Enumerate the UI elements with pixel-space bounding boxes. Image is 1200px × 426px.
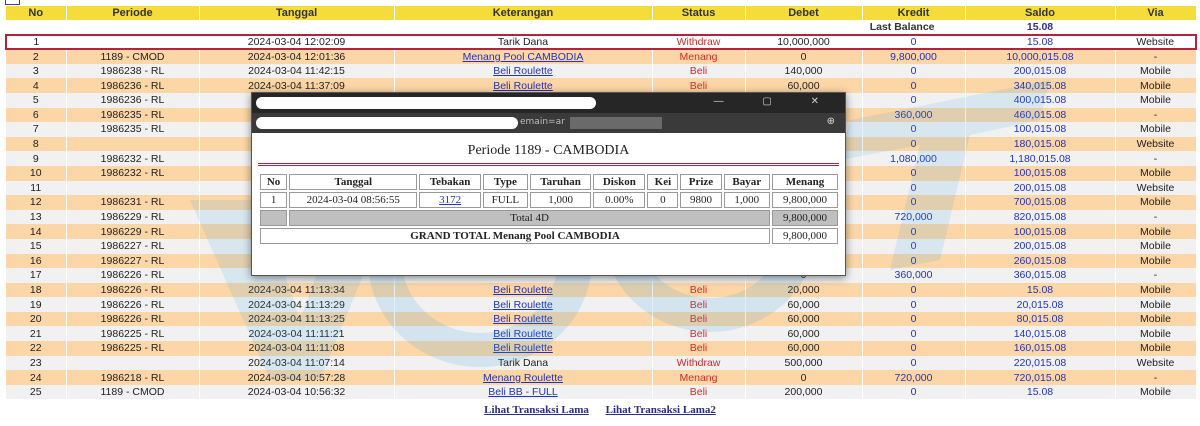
last-balance-label: Last Balance bbox=[745, 20, 965, 35]
row-via: - bbox=[1115, 210, 1196, 225]
detail-bayar: 1,000 bbox=[724, 192, 771, 208]
row-debet: 0 bbox=[745, 370, 862, 385]
popup-window bbox=[251, 92, 846, 276]
row-via: Mobile bbox=[1115, 195, 1196, 210]
col-header-kredit: Kredit bbox=[862, 6, 965, 20]
row-keterangan: Tarik Dana bbox=[394, 356, 652, 371]
row-status: Beli bbox=[652, 297, 745, 312]
detail-type: FULL bbox=[483, 192, 528, 208]
row-no: 5 bbox=[6, 93, 66, 108]
footer-links bbox=[0, 404, 1200, 416]
row-tanggal: 2024-03-04 11:13:29 bbox=[199, 297, 394, 312]
row-saldo: 360,015.08 bbox=[965, 268, 1115, 283]
row-no: 8 bbox=[6, 137, 66, 152]
row-no: 25 bbox=[6, 385, 66, 400]
row-via: Website bbox=[1115, 137, 1196, 152]
window-controls[interactable]: — ▢ ✕ bbox=[713, 96, 837, 107]
row-no: 4 bbox=[6, 78, 66, 93]
row-saldo: 1,180,015.08 bbox=[965, 151, 1115, 166]
table-row bbox=[6, 312, 1196, 327]
row-via: Mobile bbox=[1115, 385, 1196, 400]
row-saldo: 100,015.08 bbox=[965, 122, 1115, 137]
row-saldo: 400,015.08 bbox=[965, 93, 1115, 108]
col-header-tanggal: Tanggal bbox=[199, 6, 394, 20]
row-keterangan[interactable]: Beli Roulette bbox=[394, 312, 652, 327]
row-periode: 1986238 - RL bbox=[66, 64, 199, 79]
row-no: 23 bbox=[6, 356, 66, 371]
row-via: Mobile bbox=[1115, 283, 1196, 298]
row-kredit: 9,800,000 bbox=[862, 49, 965, 64]
row-periode: 1189 - CMOD bbox=[66, 49, 199, 64]
row-periode bbox=[66, 181, 199, 196]
row-periode: 1986232 - RL bbox=[66, 166, 199, 181]
row-via: Mobile bbox=[1115, 312, 1196, 327]
detail-header-no: No bbox=[260, 174, 287, 190]
detail-taruhan: 1,000 bbox=[530, 192, 592, 208]
detail-total-label: Total 4D bbox=[289, 210, 770, 226]
last-balance-row bbox=[6, 20, 1196, 35]
row-no: 24 bbox=[6, 370, 66, 385]
row-tanggal: 2024-03-04 10:57:28 bbox=[199, 370, 394, 385]
row-kredit: 0 bbox=[862, 239, 965, 254]
row-saldo: 700,015.08 bbox=[965, 195, 1115, 210]
detail-header-taruhan: Taruhan bbox=[530, 174, 592, 190]
row-no: 16 bbox=[6, 254, 66, 269]
row-kredit: 360,000 bbox=[862, 108, 965, 123]
detail-grand-total-row bbox=[260, 228, 838, 244]
row-periode: 1986227 - RL bbox=[66, 254, 199, 269]
row-via: - bbox=[1115, 370, 1196, 385]
row-via: Mobile bbox=[1115, 166, 1196, 181]
row-saldo: 15.08 bbox=[965, 385, 1115, 400]
row-debet: 200,000 bbox=[745, 385, 862, 400]
row-no: 2 bbox=[6, 49, 66, 64]
row-tanggal: 2024-03-04 12:01:36 bbox=[199, 49, 394, 64]
row-kredit: 720,000 bbox=[862, 370, 965, 385]
row-tanggal: 2024-03-04 11:13:25 bbox=[199, 312, 394, 327]
row-via: Mobile bbox=[1115, 254, 1196, 269]
row-keterangan[interactable]: Beli Roulette bbox=[394, 283, 652, 298]
row-tanggal: 2024-03-04 11:37:09 bbox=[199, 78, 394, 93]
row-keterangan[interactable]: Beli Roulette bbox=[394, 341, 652, 356]
row-periode: 1986231 - RL bbox=[66, 195, 199, 210]
row-via: Mobile bbox=[1115, 341, 1196, 356]
row-via: Mobile bbox=[1115, 122, 1196, 137]
table-row bbox=[6, 341, 1196, 356]
detail-no: 1 bbox=[260, 192, 287, 208]
row-periode: 1986232 - RL bbox=[66, 151, 199, 166]
row-kredit: 1,080,000 bbox=[862, 151, 965, 166]
row-no: 7 bbox=[6, 122, 66, 137]
row-no: 20 bbox=[6, 312, 66, 327]
row-periode: 1986226 - RL bbox=[66, 268, 199, 283]
row-no: 22 bbox=[6, 341, 66, 356]
table-row bbox=[6, 35, 1196, 50]
row-status: Beli bbox=[652, 312, 745, 327]
row-tanggal: 2024-03-04 11:42:15 bbox=[199, 64, 394, 79]
row-saldo: 100,015.08 bbox=[965, 166, 1115, 181]
row-saldo: 100,015.08 bbox=[965, 224, 1115, 239]
col-header-periode: Periode bbox=[66, 6, 199, 20]
row-saldo: 10,000,015.08 bbox=[965, 49, 1115, 64]
row-periode bbox=[66, 137, 199, 152]
row-status: Beli bbox=[652, 283, 745, 298]
row-via: Mobile bbox=[1115, 239, 1196, 254]
row-saldo: 80,015.08 bbox=[965, 312, 1115, 327]
row-via: Website bbox=[1115, 181, 1196, 196]
row-tanggal: 2024-03-04 11:11:21 bbox=[199, 326, 394, 341]
table-header-row bbox=[6, 6, 1196, 20]
detail-header-kei: Kei bbox=[647, 174, 678, 190]
row-tanggal: 2024-03-04 11:07:14 bbox=[199, 356, 394, 371]
detail-tanggal: 2024-03-04 08:56:55 bbox=[289, 192, 417, 208]
detail-header-type: Type bbox=[483, 174, 528, 190]
row-saldo: 160,015.08 bbox=[965, 341, 1115, 356]
row-debet: 60,000 bbox=[745, 297, 862, 312]
row-periode: 1986236 - RL bbox=[66, 78, 199, 93]
row-debet: 60,000 bbox=[745, 341, 862, 356]
popup-address-bar bbox=[252, 113, 845, 133]
popup-titlebar bbox=[252, 93, 845, 113]
row-no: 18 bbox=[6, 283, 66, 298]
row-status: Withdraw bbox=[652, 35, 745, 50]
detail-header-bayar: Bayar bbox=[724, 174, 771, 190]
row-kredit: 0 bbox=[862, 64, 965, 79]
row-no: 13 bbox=[6, 210, 66, 225]
row-via: Website bbox=[1115, 356, 1196, 371]
row-saldo: 220,015.08 bbox=[965, 356, 1115, 371]
row-kredit: 0 bbox=[862, 224, 965, 239]
detail-header-row bbox=[260, 174, 838, 190]
row-kredit: 0 bbox=[862, 166, 965, 181]
row-saldo: 720,015.08 bbox=[965, 370, 1115, 385]
row-saldo: 200,015.08 bbox=[965, 239, 1115, 254]
row-periode: 1986226 - RL bbox=[66, 297, 199, 312]
detail-grand-total-value: 9,800,000 bbox=[772, 228, 838, 244]
row-keterangan[interactable]: Beli Roulette bbox=[394, 297, 652, 312]
detail-header-diskon: Diskon bbox=[593, 174, 645, 190]
row-debet: 0 bbox=[745, 49, 862, 64]
row-via: - bbox=[1115, 151, 1196, 166]
detail-header-tanggal: Tanggal bbox=[289, 174, 417, 190]
row-status: Withdraw bbox=[652, 356, 745, 371]
row-periode: 1189 - CMOD bbox=[66, 385, 199, 400]
row-kredit: 0 bbox=[862, 356, 965, 371]
row-kredit: 0 bbox=[862, 297, 965, 312]
row-via: Mobile bbox=[1115, 64, 1196, 79]
row-keterangan[interactable]: Menang Roulette bbox=[394, 370, 652, 385]
row-keterangan[interactable]: Beli BB - FULL bbox=[394, 385, 652, 400]
row-saldo: 200,015.08 bbox=[965, 181, 1115, 196]
row-saldo: 20,015.08 bbox=[965, 297, 1115, 312]
redacted-url bbox=[256, 117, 518, 129]
row-no: 21 bbox=[6, 326, 66, 341]
link-lihat-transaksi-lama2[interactable]: Lihat Transaksi Lama2 bbox=[605, 404, 716, 416]
row-periode bbox=[66, 356, 199, 371]
detail-header-prize: Prize bbox=[680, 174, 721, 190]
row-via: Mobile bbox=[1115, 326, 1196, 341]
row-debet: 500,000 bbox=[745, 356, 862, 371]
table-row bbox=[6, 78, 1196, 93]
detail-diskon: 0.00% bbox=[593, 192, 645, 208]
detail-header-menang: Menang bbox=[772, 174, 838, 190]
row-via: Mobile bbox=[1115, 78, 1196, 93]
row-via: Mobile bbox=[1115, 93, 1196, 108]
address-text: emain=ar bbox=[520, 117, 565, 127]
row-debet: 140,000 bbox=[745, 64, 862, 79]
popup-title: Periode 1189 - CAMBODIA bbox=[467, 143, 630, 158]
col-header-via: Via bbox=[1115, 6, 1196, 20]
row-no: 10 bbox=[6, 166, 66, 181]
row-periode: 1986227 - RL bbox=[66, 239, 199, 254]
popup-divider bbox=[258, 163, 839, 166]
row-via: - bbox=[1115, 268, 1196, 283]
row-keterangan[interactable]: Beli Roulette bbox=[394, 326, 652, 341]
detail-total-value: 9,800,000 bbox=[772, 210, 838, 226]
row-no: 1 bbox=[6, 35, 66, 50]
row-status: Beli bbox=[652, 385, 745, 400]
table-row bbox=[6, 326, 1196, 341]
redacted-title-bar bbox=[256, 97, 596, 109]
row-status: Menang bbox=[652, 370, 745, 385]
row-debet: 60,000 bbox=[745, 326, 862, 341]
row-status: Beli bbox=[652, 326, 745, 341]
table-row bbox=[6, 283, 1196, 298]
col-header-status: Status bbox=[652, 6, 745, 20]
row-kredit: 0 bbox=[862, 326, 965, 341]
row-saldo: 140,015.08 bbox=[965, 326, 1115, 341]
row-no: 19 bbox=[6, 297, 66, 312]
row-debet: 60,000 bbox=[745, 312, 862, 327]
row-kredit: 0 bbox=[862, 385, 965, 400]
zoom-icon[interactable]: ⊕ bbox=[826, 116, 835, 127]
last-balance-value: 15.08 bbox=[965, 20, 1115, 35]
row-periode: 1986218 - RL bbox=[66, 370, 199, 385]
corner-marker bbox=[5, 0, 20, 5]
row-no: 14 bbox=[6, 224, 66, 239]
row-via: - bbox=[1115, 108, 1196, 123]
row-tanggal: 2024-03-04 11:13:34 bbox=[199, 283, 394, 298]
row-kredit: 0 bbox=[862, 195, 965, 210]
row-via: Mobile bbox=[1115, 224, 1196, 239]
col-header-debet: Debet bbox=[745, 6, 862, 20]
detail-prize: 9800 bbox=[680, 192, 721, 208]
row-periode: 1986226 - RL bbox=[66, 283, 199, 298]
col-header-no: No bbox=[6, 6, 66, 20]
col-header-keterangan: Keterangan bbox=[394, 6, 652, 20]
row-saldo: 340,015.08 bbox=[965, 78, 1115, 93]
detail-tebakan-link[interactable]: 3172 bbox=[419, 192, 481, 208]
row-periode: 1986236 - RL bbox=[66, 93, 199, 108]
row-no: 11 bbox=[6, 181, 66, 196]
row-periode: 1986229 - RL bbox=[66, 224, 199, 239]
row-no: 3 bbox=[6, 64, 66, 79]
row-saldo: 200,015.08 bbox=[965, 64, 1115, 79]
row-via: Website bbox=[1115, 35, 1196, 50]
row-no: 6 bbox=[6, 108, 66, 123]
row-tanggal: 2024-03-04 10:56:32 bbox=[199, 385, 394, 400]
table-row bbox=[6, 356, 1196, 371]
table-row bbox=[6, 49, 1196, 64]
row-tanggal: 2024-03-04 12:02:09 bbox=[199, 35, 394, 50]
bet-detail-table bbox=[258, 172, 840, 246]
row-debet: 60,000 bbox=[745, 78, 862, 93]
row-periode: 1986225 - RL bbox=[66, 326, 199, 341]
row-saldo: 260,015.08 bbox=[965, 254, 1115, 269]
row-kredit: 0 bbox=[862, 341, 965, 356]
detail-menang: 9,800,000 bbox=[772, 192, 838, 208]
row-periode: 1986235 - RL bbox=[66, 122, 199, 137]
row-periode: 1986225 - RL bbox=[66, 341, 199, 356]
row-periode: 1986235 - RL bbox=[66, 108, 199, 123]
row-saldo: 15.08 bbox=[965, 283, 1115, 298]
row-debet: 10,000,000 bbox=[745, 35, 862, 50]
row-status: Beli bbox=[652, 64, 745, 79]
col-header-saldo: Saldo bbox=[965, 6, 1115, 20]
row-kredit: 360,000 bbox=[862, 268, 965, 283]
detail-grand-total-label: GRAND TOTAL Menang Pool CAMBODIA bbox=[260, 228, 770, 244]
row-kredit: 0 bbox=[862, 312, 965, 327]
row-kredit: 0 bbox=[862, 254, 965, 269]
row-no: 9 bbox=[6, 151, 66, 166]
row-saldo: 460,015.08 bbox=[965, 108, 1115, 123]
row-saldo: 15.08 bbox=[965, 35, 1115, 50]
row-via: - bbox=[1115, 49, 1196, 64]
detail-kei: 0 bbox=[647, 192, 678, 208]
row-status: Beli bbox=[652, 341, 745, 356]
detail-row bbox=[260, 192, 838, 208]
row-keterangan[interactable]: Menang Pool CAMBODIA bbox=[394, 49, 652, 64]
row-via: Mobile bbox=[1115, 297, 1196, 312]
row-kredit: 0 bbox=[862, 35, 965, 50]
detail-header-tebakan: Tebakan bbox=[419, 174, 481, 190]
row-no: 17 bbox=[6, 268, 66, 283]
row-kredit: 0 bbox=[862, 122, 965, 137]
row-keterangan: Tarik Dana bbox=[394, 35, 652, 50]
row-periode bbox=[66, 35, 199, 50]
row-kredit: 720,000 bbox=[862, 210, 965, 225]
detail-total-row bbox=[260, 210, 838, 226]
table-row bbox=[6, 297, 1196, 312]
row-status: Menang bbox=[652, 49, 745, 64]
address-blur bbox=[570, 117, 662, 129]
row-saldo: 180,015.08 bbox=[965, 137, 1115, 152]
row-no: 12 bbox=[6, 195, 66, 210]
row-kredit: 0 bbox=[862, 137, 965, 152]
table-row bbox=[6, 64, 1196, 79]
row-keterangan[interactable]: Beli Roulette bbox=[394, 64, 652, 79]
row-kredit: 0 bbox=[862, 181, 965, 196]
table-row bbox=[6, 385, 1196, 400]
row-keterangan[interactable]: Beli Roulette bbox=[394, 78, 652, 93]
row-no: 15 bbox=[6, 239, 66, 254]
link-lihat-transaksi-lama[interactable]: Lihat Transaksi Lama bbox=[484, 404, 589, 416]
row-periode: 1986226 - RL bbox=[66, 312, 199, 327]
row-kredit: 0 bbox=[862, 93, 965, 108]
row-periode: 1986229 - RL bbox=[66, 210, 199, 225]
table-row bbox=[6, 370, 1196, 385]
row-tanggal: 2024-03-04 11:11:08 bbox=[199, 341, 394, 356]
row-status: Beli bbox=[652, 78, 745, 93]
row-debet: 20,000 bbox=[745, 283, 862, 298]
row-kredit: 0 bbox=[862, 283, 965, 298]
row-kredit: 0 bbox=[862, 78, 965, 93]
row-saldo: 820,015.08 bbox=[965, 210, 1115, 225]
